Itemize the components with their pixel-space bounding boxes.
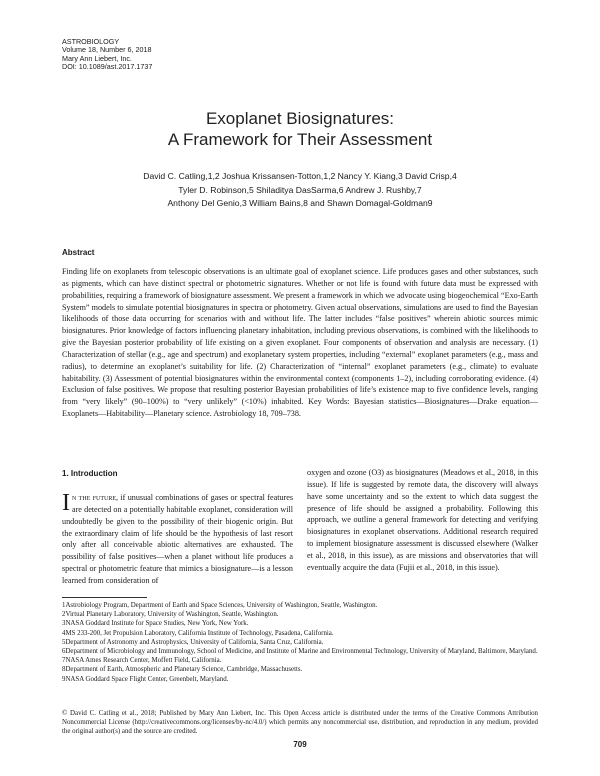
intro-left-text: if unusual combinations of gases or spectral features are detected on a potentially habitable exoplanet, consideration will undoubtedly be given to the possibility of their biogenic origin. But the extraordinary claim of life should be the hypothesis of last resort only after all conceivable abiotic alternatives are exhausted. The possibility of false positives—when a planet without life produces a spectral or photometric feature that mimics a biosignature—is a lesson learned from consideration of (62, 493, 293, 585)
title-line-1: Exoplanet Biosignatures: (205, 109, 395, 128)
abstract-text: Finding life on exoplanets from telescopic observations is an ultimate goal of exoplanet science. Life produces gases and other substances, such as pigments, which can have distinct spectral or photometric signatures. Whether or not life is found with future data must be expressed with probabilities, requiring a framework of biosignature assessment. We present a framework in which we advocate using biogeochemical “Exo-Earth System” models to simulate potential biosignatures in spectra or photometry. Given actual observations, simulations are used to find the Bayesian likelihoods of those data occurring for scenarios with and without life. The latter includes “false positives” wherein abiotic sources mimic biosignatures. Prior knowledge of factors influencing planetary inhabitation, including previous observations, is combined with the likelihoods to give the Bayesian posterior probability of life existing on a given exoplanet. Four components of observation and analysis are necessary. (1) Characterization of stellar (e.g., age and spectrum) and exoplanetary system properties, including “external” exoplanet parameters (e.g., mass and radius), to determine an exoplanet’s suitability for life. (2) Characterization of “internal” exoplanet parameters (e.g., climate) to evaluate habitability. (3) Assessment of potential biosignatures within the environmental context (components 1–2), including corroborating evidence. (4) Exclusion of false positives. We propose that resulting posterior Bayesian probabilities of life’s existence map to five confidence levels, ranging from “very likely” (90–100%) to “very unlikely” (<10%) inhabited. Key Words: Bayesian statistics—Biosignatures—Drake equation—Exoplanets—Habitability—Planetary science. Astrobiology 18, 709–738. (62, 267, 538, 419)
footnote: 5Department of Astronomy and Astrophysics, University of California, Santa Cruz, California. (62, 638, 324, 646)
footnote: 7NASA Ames Research Center, Moffett Field, California. (62, 657, 222, 665)
abstract-heading: Abstract (62, 248, 95, 257)
affiliation-footnotes (62, 601, 538, 684)
footnote: 8Department of Earth, Atmospheric and Planetary Science, Cambridge, Massachusetts. (62, 666, 303, 674)
footnote: 9NASA Goddard Space Flight Center, Greenbelt, Maryland. (62, 675, 229, 683)
journal-name: ASTROBIOLOGY (62, 37, 120, 46)
footnote: 6Department of Microbiology and Immunology, School of Medicine, and Institute of Marine and Environmental Technology, University of Maryland, Baltimore, Maryland. (62, 648, 538, 656)
footnote: 2Virtual Planetary Laboratory, University of Washington, Seattle, Washington. (62, 611, 279, 619)
journal-info (62, 38, 152, 72)
intro-column-left (62, 492, 293, 587)
page-number: 709 (293, 740, 307, 749)
footnote: 1Astrobiology Program, Department of Earth and Space Sciences, University of Washington, Seattle, Washington. (62, 602, 378, 609)
author-list (80, 170, 520, 211)
drop-cap: I (62, 490, 70, 516)
title-line-2: A Framework for Their Assessment (167, 130, 433, 149)
introduction-heading: 1. Introduction (62, 469, 118, 478)
copyright-notice: © David C. Catling et al., 2018; Published by Mary Ann Liebert, Inc. This Open Access article is distributed under the terms of the Creative Commons Attribution Noncommercial License (http://creativecommons.org/licenses/by-nc/4.0/) which permits any noncommercial use, distribution, and reproduction in any medium, provided the original author(s) and the source are credited. (62, 710, 538, 736)
intro-column-right: oxygen and ozone (O3) as biosignatures (Meadows et al., 2018, in this issue). If life is suggested by remote data, the discovery will always have some uncertainty and so the extent to which data suggest the presence of life should be assigned a probability. Following this approach, we outline a general framework for detecting and verifying biosignatures in exoplanet observations. Additional research required to implement biosignature assessment is discussed elsewhere (Walker et al., 2018, in this issue), as are missions and observatories that will eventually acquire the data (Fujii et al., 2018, in this issue). (307, 468, 538, 572)
journal-volume: Volume 18, Number 6, 2018 (62, 45, 152, 55)
paper-title (0, 108, 600, 150)
footnote: 3NASA Goddard Institute for Space Studies, New York, New York. (62, 620, 249, 628)
journal-publisher: Mary Ann Liebert, Inc. (62, 53, 132, 63)
footnote: 4MS 233-200, Jet Propulsion Laboratory, California Institute of Technology, Pasadena, California. (62, 629, 334, 637)
author-line-1: David C. Catling,1,2 Joshua Krissansen-Totton,1,2 Nancy Y. Kiang,3 David Crisp,4 (143, 171, 457, 181)
author-line-2: Tyler D. Robinson,5 Shiladitya DasSarma,6 Andrew J. Rushby,7 (178, 184, 422, 195)
journal-doi[interactable]: DOI: 10.1089/ast.2017.1737 (62, 62, 153, 72)
author-line-3: Anthony Del Genio,3 William Bains,8 and Shawn Domagal-Goldman9 (167, 198, 433, 208)
footnote-divider (62, 597, 147, 598)
intro-lead-words: n the future, (72, 493, 119, 502)
